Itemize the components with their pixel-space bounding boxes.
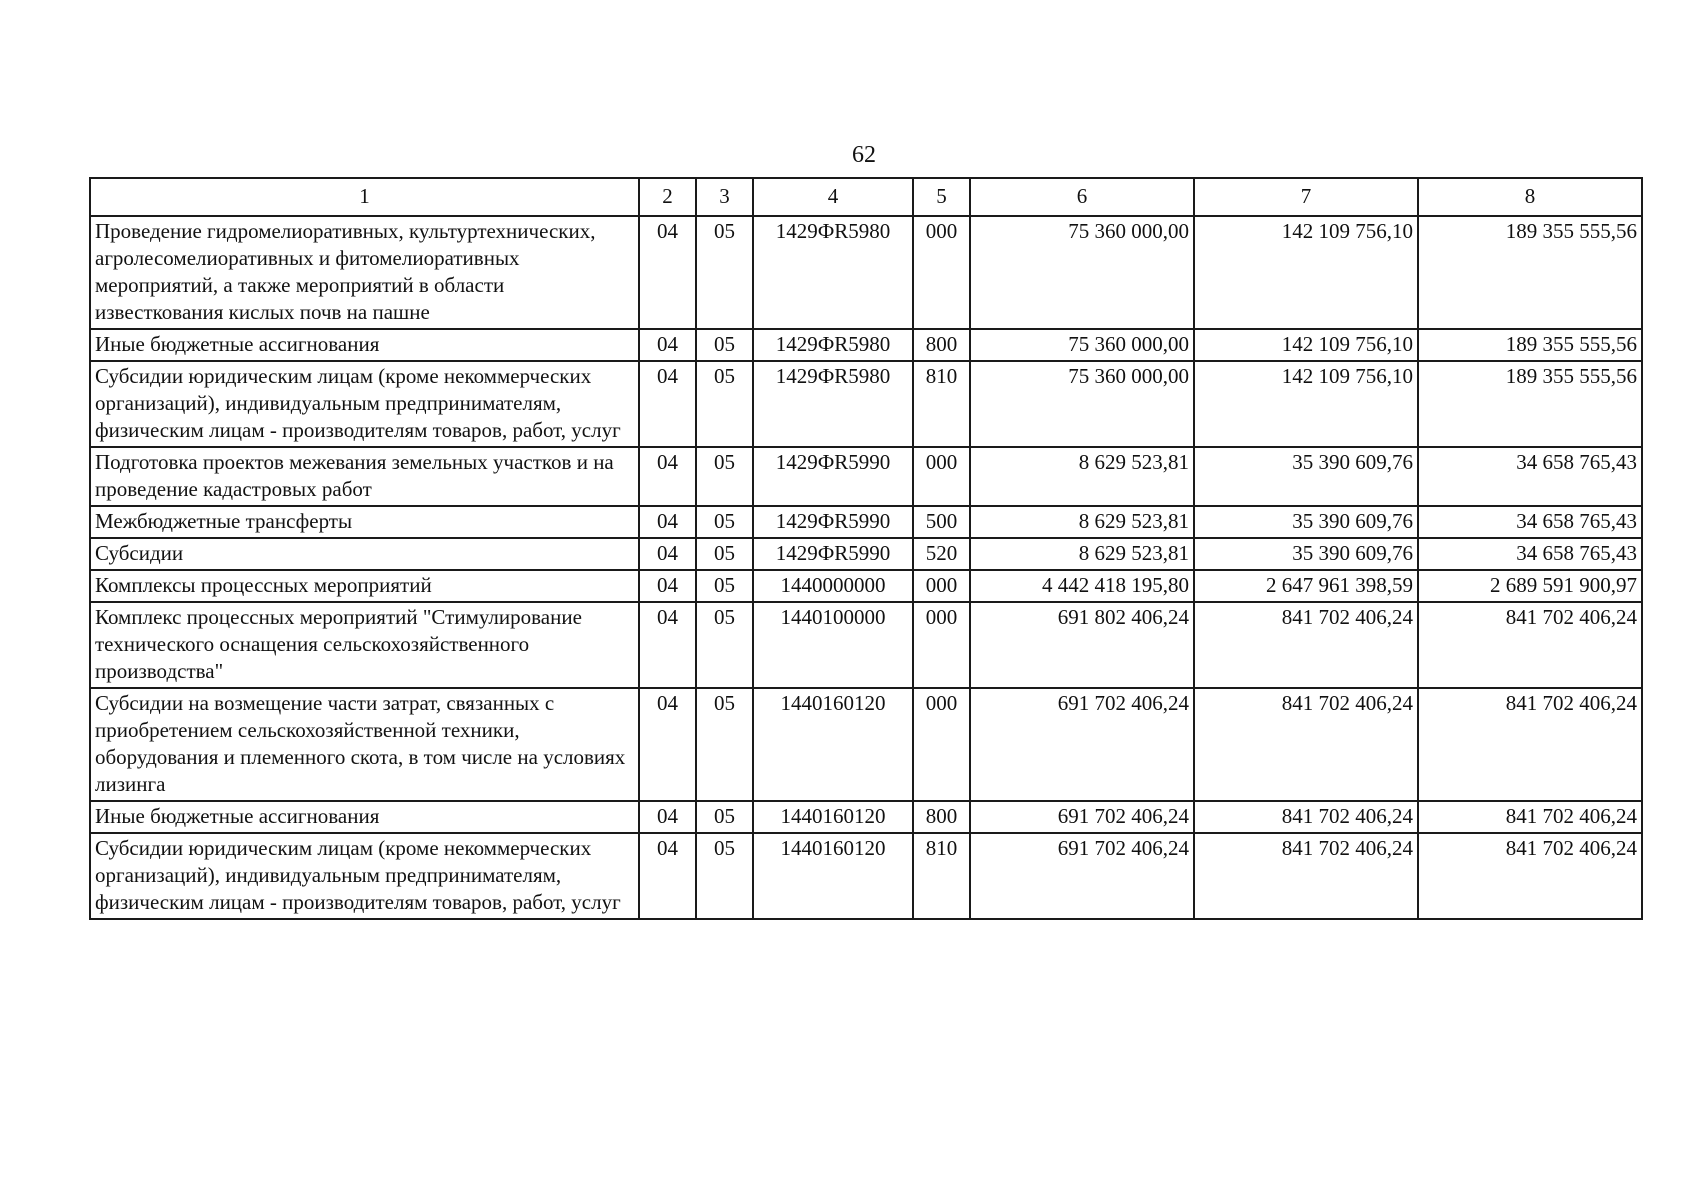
amount-col6-cell: 8 629 523,81 [970, 506, 1194, 538]
section-code-cell: 04 [639, 570, 696, 602]
row-name-cell: Иные бюджетные ассигнования [90, 801, 639, 833]
subsection-code-cell: 05 [696, 538, 753, 570]
section-code-cell: 04 [639, 329, 696, 361]
subsection-code-cell: 05 [696, 506, 753, 538]
expense-type-cell: 000 [913, 602, 970, 688]
expense-type-cell: 500 [913, 506, 970, 538]
amount-col8-cell: 841 702 406,24 [1418, 833, 1642, 919]
section-code-cell: 04 [639, 506, 696, 538]
target-article-cell: 1440100000 [753, 602, 913, 688]
expense-type-cell: 810 [913, 833, 970, 919]
row-name-cell: Проведение гидромелиоративных, культуртехнических, агролесомелиоративных и фитомелиоративных мероприятий, а также мероприятий в области известкования кислых почв на пашне [90, 216, 639, 329]
target-article-cell: 1440160120 [753, 833, 913, 919]
amount-col7-cell: 2 647 961 398,59 [1194, 570, 1418, 602]
amount-col6-cell: 691 802 406,24 [970, 602, 1194, 688]
expense-type-cell: 000 [913, 570, 970, 602]
section-code-cell: 04 [639, 538, 696, 570]
target-article-cell: 1429ФR5990 [753, 447, 913, 506]
amount-col8-cell: 841 702 406,24 [1418, 602, 1642, 688]
amount-col7-cell: 35 390 609,76 [1194, 538, 1418, 570]
column-header: 6 [970, 178, 1194, 216]
budget-table [89, 177, 1643, 920]
table-row [90, 329, 1642, 361]
column-header: 5 [913, 178, 970, 216]
amount-col8-cell: 189 355 555,56 [1418, 216, 1642, 329]
amount-col8-cell: 34 658 765,43 [1418, 447, 1642, 506]
table-row [90, 538, 1642, 570]
row-name-cell: Комплекс процессных мероприятий "Стимулирование технического оснащения сельскохозяйственного производства" [90, 602, 639, 688]
row-name-cell: Субсидии на возмещение части затрат, связанных с приобретением сельскохозяйственной техники, оборудования и племенного скота, в том числе на условиях лизинга [90, 688, 639, 801]
amount-col8-cell: 189 355 555,56 [1418, 361, 1642, 447]
amount-col7-cell: 142 109 756,10 [1194, 216, 1418, 329]
target-article-cell: 1440160120 [753, 801, 913, 833]
header-row [90, 178, 1642, 216]
amount-col6-cell: 75 360 000,00 [970, 361, 1194, 447]
amount-col7-cell: 142 109 756,10 [1194, 361, 1418, 447]
expense-type-cell: 000 [913, 688, 970, 801]
amount-col8-cell: 34 658 765,43 [1418, 538, 1642, 570]
table-row [90, 506, 1642, 538]
amount-col6-cell: 8 629 523,81 [970, 447, 1194, 506]
amount-col6-cell: 75 360 000,00 [970, 329, 1194, 361]
amount-col7-cell: 841 702 406,24 [1194, 833, 1418, 919]
expense-type-cell: 800 [913, 801, 970, 833]
expense-type-cell: 810 [913, 361, 970, 447]
target-article-cell: 1429ФR5980 [753, 361, 913, 447]
amount-col8-cell: 2 689 591 900,97 [1418, 570, 1642, 602]
table-row [90, 801, 1642, 833]
target-article-cell: 1429ФR5980 [753, 329, 913, 361]
amount-col6-cell: 691 702 406,24 [970, 833, 1194, 919]
expense-type-cell: 520 [913, 538, 970, 570]
section-code-cell: 04 [639, 833, 696, 919]
amount-col7-cell: 35 390 609,76 [1194, 506, 1418, 538]
table-row [90, 447, 1642, 506]
row-name-cell: Субсидии юридическим лицам (кроме некоммерческих организаций), индивидуальным предпринимателям, физическим лицам - производителям товаров, работ, услуг [90, 833, 639, 919]
expense-type-cell: 000 [913, 216, 970, 329]
subsection-code-cell: 05 [696, 602, 753, 688]
amount-col7-cell: 35 390 609,76 [1194, 447, 1418, 506]
target-article-cell: 1440000000 [753, 570, 913, 602]
amount-col7-cell: 841 702 406,24 [1194, 602, 1418, 688]
row-name-cell: Субсидии юридическим лицам (кроме некоммерческих организаций), индивидуальным предпринимателям, физическим лицам - производителям товаров, работ, услуг [90, 361, 639, 447]
target-article-cell: 1440160120 [753, 688, 913, 801]
subsection-code-cell: 05 [696, 833, 753, 919]
amount-col6-cell: 691 702 406,24 [970, 688, 1194, 801]
table-row [90, 361, 1642, 447]
target-article-cell: 1429ФR5980 [753, 216, 913, 329]
section-code-cell: 04 [639, 361, 696, 447]
amount-col6-cell: 75 360 000,00 [970, 216, 1194, 329]
row-name-cell: Субсидии [90, 538, 639, 570]
subsection-code-cell: 05 [696, 329, 753, 361]
target-article-cell: 1429ФR5990 [753, 506, 913, 538]
section-code-cell: 04 [639, 447, 696, 506]
subsection-code-cell: 05 [696, 361, 753, 447]
section-code-cell: 04 [639, 602, 696, 688]
subsection-code-cell: 05 [696, 447, 753, 506]
target-article-cell: 1429ФR5990 [753, 538, 913, 570]
subsection-code-cell: 05 [696, 688, 753, 801]
row-name-cell: Межбюджетные трансферты [90, 506, 639, 538]
amount-col8-cell: 189 355 555,56 [1418, 329, 1642, 361]
amount-col8-cell: 841 702 406,24 [1418, 688, 1642, 801]
table-row [90, 833, 1642, 919]
subsection-code-cell: 05 [696, 216, 753, 329]
subsection-code-cell: 05 [696, 801, 753, 833]
amount-col6-cell: 4 442 418 195,80 [970, 570, 1194, 602]
amount-col8-cell: 841 702 406,24 [1418, 801, 1642, 833]
section-code-cell: 04 [639, 801, 696, 833]
column-header: 1 [90, 178, 639, 216]
amount-col6-cell: 8 629 523,81 [970, 538, 1194, 570]
column-header: 3 [696, 178, 753, 216]
expense-type-cell: 800 [913, 329, 970, 361]
page-number: 62 [852, 142, 876, 168]
row-name-cell: Подготовка проектов межевания земельных участков и на проведение кадастровых работ [90, 447, 639, 506]
section-code-cell: 04 [639, 216, 696, 329]
section-code-cell: 04 [639, 688, 696, 801]
table-row [90, 602, 1642, 688]
table-row [90, 216, 1642, 329]
column-header: 4 [753, 178, 913, 216]
row-name-cell: Комплексы процессных мероприятий [90, 570, 639, 602]
amount-col7-cell: 841 702 406,24 [1194, 688, 1418, 801]
amount-col7-cell: 142 109 756,10 [1194, 329, 1418, 361]
amount-col6-cell: 691 702 406,24 [970, 801, 1194, 833]
row-name-cell: Иные бюджетные ассигнования [90, 329, 639, 361]
column-header: 2 [639, 178, 696, 216]
amount-col7-cell: 841 702 406,24 [1194, 801, 1418, 833]
table-row [90, 570, 1642, 602]
subsection-code-cell: 05 [696, 570, 753, 602]
column-header: 7 [1194, 178, 1418, 216]
expense-type-cell: 000 [913, 447, 970, 506]
amount-col8-cell: 34 658 765,43 [1418, 506, 1642, 538]
column-header: 8 [1418, 178, 1642, 216]
table-row [90, 688, 1642, 801]
